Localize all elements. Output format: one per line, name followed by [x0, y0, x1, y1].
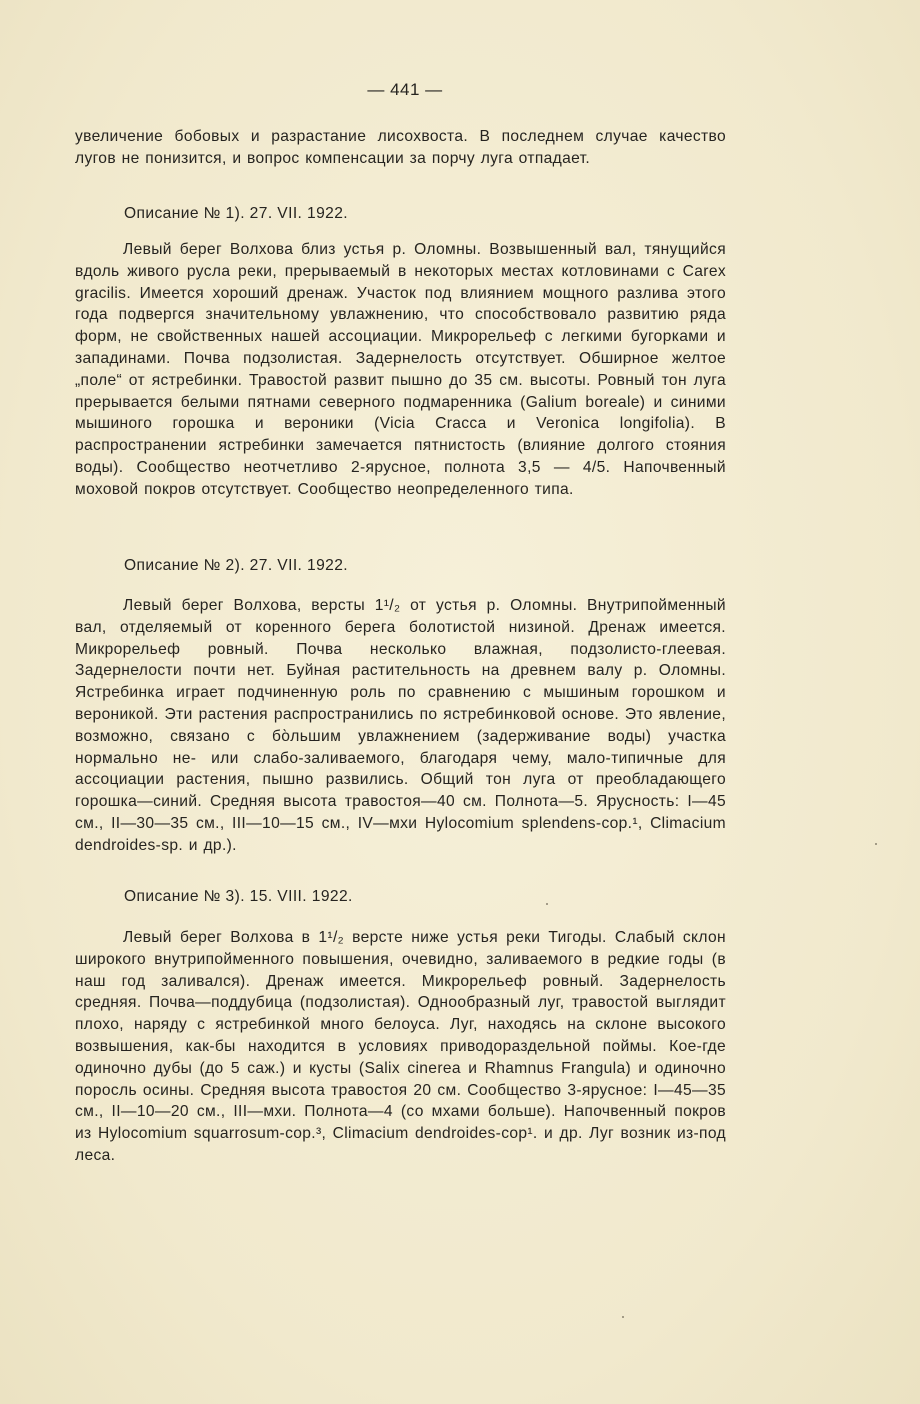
- description-2-body: [75, 595, 726, 857]
- description-1-heading: Описание № 1). 27. VII. 1922.: [124, 205, 349, 222]
- description-3-text: Левый берег Волхова в 1¹/₂ версте ниже устья реки Тигоды. Слабый склон широкого внутрипойменного повышения, очевидно, заливаемого в редкие годы (в наш год заливался). Дренаж имеется. Микрорельеф ровный. Задернелость средняя. Почва—поддубица (подзолистая). Однообразный луг, травостой выглядит плохо, наряду с ястребинкой много белоуса. Луг, находясь на склоне высокого возвышения, как-бы находится в условиях приводораздельной поймы. Кое-где одиночно дубы (до 5 саж.) и кусты (Salix cinerea и Rhamnus Frangula) и одиночно поросль осины. Средняя высота травостоя 20 см. Сообщество 3-ярусное: I—45—35 см., II—10—20 см., III—мхи. Полнота—4 (со мхами больше). Напочвенный покров из Hylocomium squarrosum-cop.³, Climacium dendroides-cop¹. и др. Луг возник из-под леса.: [75, 929, 726, 1164]
- description-2-heading: Описание № 2). 27. VII. 1922.: [124, 557, 349, 574]
- description-3-body: [75, 927, 726, 1167]
- description-2-text: Левый берег Волхова, версты 1¹/₂ от устья р. Оломны. Внутрипойменный вал, отделяемый от коренного берега болотистой низиной. Дренаж имеется. Микрорельеф ровный. Почва несколько влажная, подзолисто-глеевая. Задернелости почти нет. Буйная растительность на древнем валу р. Оломны. Ястребинка играет подчиненную роль по сравнению с мышиным горошком и вероникой. Эти растения распространились по ястребинковой основе. Это явление, возможно, связано с бо̀льшим увлажнением (задерживание воды) участка нормально не- или слабо-заливаемого, благодаря чему, мало-типичные для ассоциации растения, пышно развились. Общий тон луга от преобладающего горошка—синий. Средняя высота травостоя—40 см. Полнота—5. Ярусность: I—45 см., II—30—35 см., III—10—15 см., IV—мхи Hylocomium splendens-cop.¹, Climacium dendroides-sp. и др.).: [75, 597, 726, 854]
- description-1-text: Левый берег Волхова близ устья р. Оломны. Возвышенный вал, тянущийся вдоль живого русла реки, прерываемый в некоторых местах котловинами с Carex gracilis. Имеется хороший дренаж. Участок под влиянием мощного разлива этого года подвергся значительному увлажнению, что способствовало развитию ряда форм, не свойственных нашей ассоциации. Микрорельеф с легкими бугорками и западинами. Почва подзолистая. Задернелость отсутствует. Обширное желтое „поле“ от ястребинки. Травостой развит пышно до 35 см. высоты. Ровный тон луга прерывается белыми пятнами северного подмаренника (Galium boreale) и синими мышиного горошка и вероники (Vicia Cracca и Veronica longifolia). В распространении ястребинки замечается пятнистость (влияние долгого стояния воды). Сообщество неотчетливо 2-ярусное, полнота 3,5 — 4/5. Напочвенный моховой покров отсутствует. Сообщество неопределенного типа.: [75, 241, 726, 498]
- description-1-body: [75, 239, 726, 501]
- intro-text: увеличение бобовых и разрастание лисохвоста. В последнем случае качество лугов не понизится, и вопрос компенсации за порчу луга отпадает.: [75, 128, 726, 167]
- page-number: — 441 —: [367, 80, 443, 99]
- paper-speck: [875, 843, 877, 845]
- paper-speck: [546, 903, 548, 905]
- description-3-heading: Описание № 3). 15. VIII. 1922.: [124, 888, 353, 905]
- paper-speck: [622, 1316, 624, 1318]
- intro-paragraph: [75, 126, 726, 170]
